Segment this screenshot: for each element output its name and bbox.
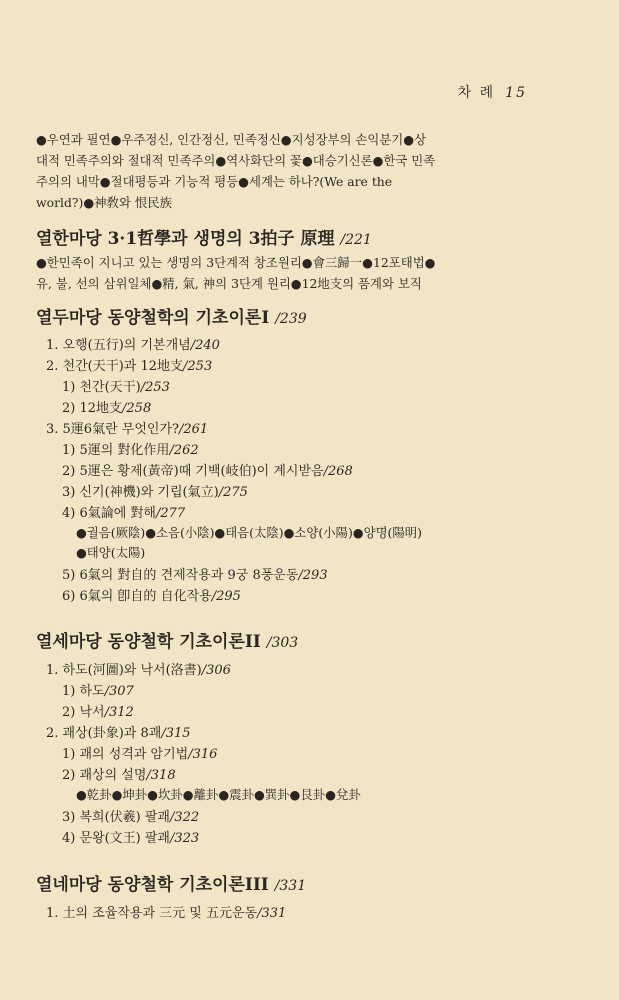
toc-entry: 5) 6氣의 對自的 견제작용과 9궁 8풍운동/293 (62, 568, 328, 583)
toc-entry: 3) 복희(伏羲) 팔괘/322 (62, 810, 200, 825)
bullet-line: world?)●神敎와 恨民族 (36, 195, 173, 210)
header-label: 차 례 (457, 85, 496, 101)
toc-entry: 1. 하도(河圖)와 낙서(洛書)/306 (46, 663, 231, 678)
section-page: /331 (274, 878, 307, 894)
section-title: 열네마당 동양철학 기초이론III (36, 875, 269, 895)
section-heading (36, 224, 524, 249)
toc-entry: 1) 괘의 성격과 암기법/316 (62, 747, 218, 762)
running-header (458, 82, 527, 102)
toc-entry: 1. 오행(五行)의 기본개념/240 (46, 338, 220, 353)
section-title: 열세마당 동양철학 기초이론II (36, 632, 261, 652)
toc-entry: 4) 문왕(文王) 팔괘/323 (62, 831, 200, 846)
toc-entry: 2. 괘상(卦象)과 8괘/315 (46, 726, 191, 741)
section-title: 열두마당 동양철학의 기초이론I (36, 308, 270, 328)
section-heading (36, 627, 524, 652)
section-heading (36, 303, 524, 328)
intro-bullet-list (36, 129, 524, 213)
header-page-number: 15 (505, 85, 527, 101)
section-bullet-list (36, 252, 524, 294)
section-heading (36, 870, 524, 895)
section-page: /221 (340, 232, 372, 248)
bullet-line: ●한민족이 지니고 있는 생명의 3단계적 창조원리●會三歸一●12포태법● (36, 255, 436, 270)
toc-entry: 2. 천간(天干)과 12地支/253 (46, 359, 213, 374)
toc-entry: 2) 12地支/258 (62, 401, 152, 416)
bullet-line: 대적 민족주의와 절대적 민족주의●역사화단의 꽃●대승기신론●한국 민족 (36, 153, 436, 168)
bullet-line: 유, 불, 선의 삼위일체●精, 氣, 神의 3단계 원리●12地支의 품계와 보직 (36, 276, 422, 291)
toc-bullet-line: ●태양(太陽) (76, 545, 146, 560)
section-page: /239 (275, 311, 307, 327)
toc-entry: 4) 6氣論에 對해/277 (62, 506, 186, 521)
toc-entry: 2) 5運은 황제(黃帝)때 기백(岐伯)이 계시받음/268 (62, 464, 353, 479)
toc-entry: 2) 낙서/312 (62, 705, 134, 720)
toc-bullet-line: ●乾卦●坤卦●坎卦●離卦●震卦●巽卦●艮卦●兌卦 (76, 787, 361, 802)
section-title: 열한마당 3·1哲學과 생명의 3拍子 原理 (36, 229, 335, 249)
toc-entry: 1) 5運의 對化作用/262 (62, 443, 199, 458)
bullet-line: 주의의 내막●절대평등과 기능적 평등●세계는 하나?(We are the (36, 174, 393, 189)
toc-bullet-line: ●궐음(厥陰)●소음(小陰)●태음(太陰)●소양(小陽)●양명(陽明) (76, 525, 422, 540)
toc-entry: 1) 천간(天干)/253 (62, 380, 170, 395)
toc-entry: 1. 土의 조율작용과 三元 및 五元운동/331 (46, 906, 287, 921)
section-page: /303 (266, 635, 299, 651)
toc-entry: 2) 괘상의 설명/318 (62, 768, 176, 783)
toc-entry: 6) 6氣의 卽自的 自化작용/295 (62, 589, 241, 604)
toc-entry: 3. 5運6氣란 무엇인가?/261 (46, 422, 209, 437)
bullet-line: ●우연과 필연●우주정신, 인간정신, 민족정신●지성장부의 손익분기●상 (36, 132, 427, 147)
toc-entry: 1) 하도/307 (62, 684, 134, 699)
toc-entry: 3) 신기(神機)와 기립(氣立)/275 (62, 485, 248, 500)
